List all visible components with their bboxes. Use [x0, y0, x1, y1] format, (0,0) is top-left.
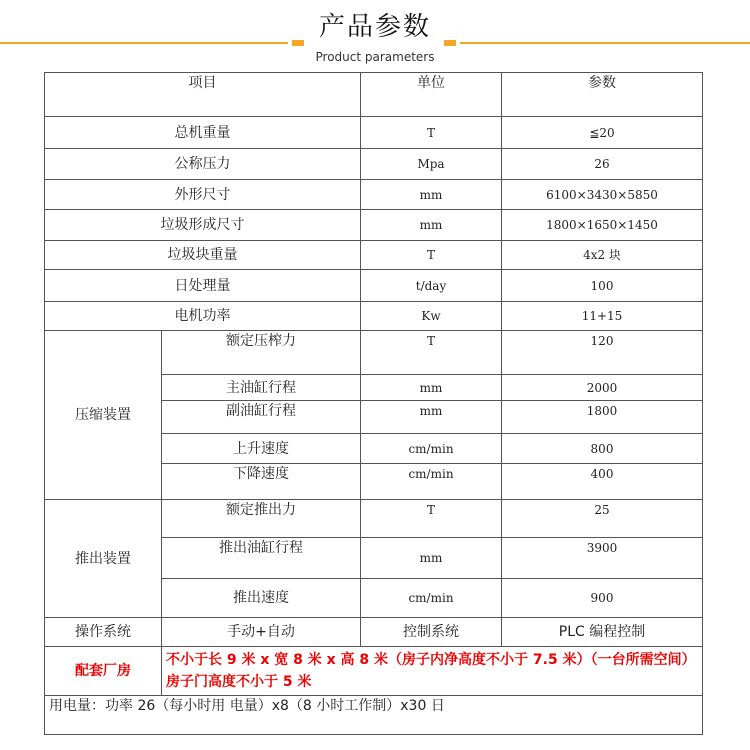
row-item: 日处理量	[45, 270, 361, 302]
factory-row	[45, 647, 703, 696]
row-value: 900	[502, 579, 703, 618]
header-value: 参数	[502, 73, 703, 117]
table-row	[45, 241, 703, 270]
factory-requirement: 不小于长 9 米 x 宽 8 米 x 高 8 米（房子内净高度不小于 7.5 米）（一台所需空间）房子门高度不小于 5 米	[162, 647, 703, 696]
row-item: 电机功率	[45, 302, 361, 331]
row-item: 主油缸行程	[162, 375, 361, 401]
table-row	[45, 117, 703, 149]
row-value: 1800	[502, 401, 703, 434]
group-compression: 压缩装置	[45, 331, 162, 500]
title-divider-left	[0, 42, 288, 44]
row-unit: cm/min	[361, 434, 502, 464]
row-value: 1800×1650×1450	[502, 210, 703, 241]
table-row	[45, 210, 703, 241]
operation-mode: 手动+自动	[162, 618, 361, 647]
row-value: 26	[502, 149, 703, 180]
header-unit: 单位	[361, 73, 502, 117]
row-unit: Kw	[361, 302, 502, 331]
table-row	[45, 270, 703, 302]
operation-row	[45, 618, 703, 647]
row-value: 11+15	[502, 302, 703, 331]
row-unit: T	[361, 241, 502, 270]
table-row	[45, 331, 703, 375]
header-item: 项目	[45, 73, 361, 117]
row-unit: T	[361, 117, 502, 149]
row-value: 25	[502, 500, 703, 538]
row-item: 推出油缸行程	[162, 538, 361, 579]
group-push: 推出装置	[45, 500, 162, 618]
row-item: 上升速度	[162, 434, 361, 464]
table-row	[45, 149, 703, 180]
row-unit: mm	[361, 375, 502, 401]
row-unit: Mpa	[361, 149, 502, 180]
row-unit: T	[361, 331, 502, 375]
table-row	[45, 302, 703, 331]
row-item: 额定压榨力	[162, 331, 361, 375]
row-item: 推出速度	[162, 579, 361, 618]
operation-label: 操作系统	[45, 618, 162, 647]
row-unit: cm/min	[361, 464, 502, 500]
row-item: 额定推出力	[162, 500, 361, 538]
row-unit: mm	[361, 401, 502, 434]
row-value: 2000	[502, 375, 703, 401]
row-value: 3900	[502, 538, 703, 579]
table-row	[45, 180, 703, 210]
power-note: 用电量：功率 26（每小时用 电量）x8（8 小时工作制）x30 日	[45, 696, 703, 735]
table-header-row	[45, 73, 703, 117]
row-item: 垃圾形成尺寸	[45, 210, 361, 241]
row-item: 下降速度	[162, 464, 361, 500]
operation-value: PLC 编程控制	[502, 618, 703, 647]
operation-system: 控制系统	[361, 618, 502, 647]
row-value: 800	[502, 434, 703, 464]
table-row	[45, 500, 703, 538]
row-unit: mm	[361, 180, 502, 210]
row-item: 副油缸行程	[162, 401, 361, 434]
row-unit: mm	[361, 538, 502, 579]
page-title: 产品参数	[318, 12, 431, 42]
row-item: 垃圾块重量	[45, 241, 361, 270]
factory-label: 配套厂房	[45, 647, 162, 696]
divider-dot-right	[444, 40, 456, 46]
row-value: ≦20	[502, 117, 703, 149]
row-item: 公称压力	[45, 149, 361, 180]
row-unit: t/day	[361, 270, 502, 302]
power-note-row	[45, 696, 703, 735]
row-item: 总机重量	[45, 117, 361, 149]
row-value: 4x2 块	[502, 241, 703, 270]
row-unit: cm/min	[361, 579, 502, 618]
divider-dot-left	[292, 40, 304, 46]
row-value: 100	[502, 270, 703, 302]
page-subtitle: Product parameters	[315, 50, 435, 64]
row-item: 外形尺寸	[45, 180, 361, 210]
row-value: 120	[502, 331, 703, 375]
row-value: 6100×3430×5850	[502, 180, 703, 210]
row-unit: mm	[361, 210, 502, 241]
parameters-table	[44, 72, 703, 735]
row-value: 400	[502, 464, 703, 500]
title-divider-right	[460, 42, 750, 44]
row-unit: T	[361, 500, 502, 538]
